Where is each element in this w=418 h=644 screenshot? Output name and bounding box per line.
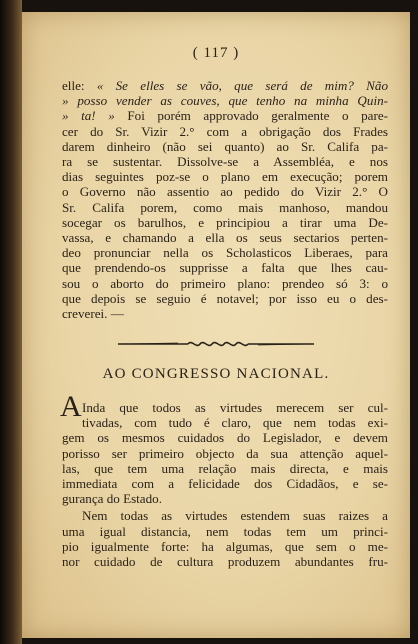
text-line — [62, 230, 388, 245]
section-heading: AO CONGRESSO NACIONAL. — [102, 366, 330, 382]
italic-quote: « Se elles se vão, que será de mim? Não — [96, 78, 388, 93]
text-line — [62, 260, 388, 275]
line-text: que prendendo-os supprisse a falta que lhes cau- — [62, 260, 388, 276]
text-line — [62, 169, 388, 184]
text-line — [62, 276, 388, 291]
text-line — [62, 108, 388, 123]
text-line: nor cuidado de cultura produzem abundantes fru- — [62, 554, 388, 569]
ornamental-divider — [118, 337, 314, 351]
page-number: ( 117 ) — [192, 45, 240, 61]
text-line — [62, 200, 388, 215]
text-line: gem os mesmos cuidados do Legislador, e devem — [62, 430, 388, 446]
text-line — [62, 139, 388, 154]
line-text: darem dinheiro (não sei quanto) ao Sr. Califa pa- — [62, 138, 388, 154]
text-line — [62, 78, 388, 93]
line-text: o Governo não assentio ao pedido do Vizir 2.° O — [62, 184, 388, 200]
line-text: elle: — [62, 78, 97, 93]
text-line — [62, 245, 388, 260]
drop-cap: A — [60, 390, 82, 423]
text-line: gurança do Estado. — [62, 491, 162, 507]
text-line — [62, 291, 388, 306]
italic-quote: » ta! » — [62, 108, 115, 124]
line-text: que depois se seguio é notavel; por isso eu o des- — [62, 290, 388, 306]
line-text: cer do Sr. Vizir 2.° com a obrigação dos Frades — [62, 123, 388, 139]
line-text: creverei. — — [62, 306, 124, 321]
text-line: tivadas, com tudo é claro, que nem todas exi- — [82, 415, 388, 431]
text-line: Nem todas as virtudes estendem suas raizes a — [82, 508, 388, 524]
book-gutter — [0, 0, 22, 644]
text-line: porisso ser primeiro objecto da sua attenção aquel- — [62, 445, 388, 461]
line-text: Sr. Califa porem, como mais manhoso, mandou — [62, 199, 388, 215]
text-line — [62, 124, 388, 139]
text-line: las, que tem uma relação mais directa, e mais — [62, 460, 388, 476]
text-line — [62, 306, 388, 321]
text-line — [62, 215, 388, 230]
line-text: socegar os barulhos, e principiou a tirar uma De- — [62, 214, 388, 230]
line-text: Foi porém approvado geralmente o pare- — [114, 108, 389, 124]
italic-quote: » posso vender as couves, que tenho na minha Quin- — [62, 93, 388, 109]
text-line — [62, 184, 388, 199]
text-line: pio igualmente forte: ha algumas, que sem o me- — [62, 538, 388, 554]
text-line — [62, 93, 388, 108]
text-line: uma igual distancia, nem todas tem um princi- — [62, 523, 388, 539]
text-line — [62, 154, 388, 169]
line-text: dias seguintes poz-se o plano em execução; porem — [62, 169, 388, 185]
line-text: ra se sustentar. Dissolve-se a Assembléa, e nos — [62, 154, 388, 169]
line-text: vassa, e chamando a ella os seus sectarios perten- — [62, 230, 388, 245]
line-text: sou o aborto do primeiro plano: prendeo só 3: o — [62, 275, 388, 291]
line-text: deo pronunciar nella os Scholasticos Liberaes, para — [62, 245, 388, 261]
text-line: immediata com a felicidade dos Cidadãos, e se- — [62, 476, 388, 491]
book-page — [22, 12, 410, 638]
text-line: Inda que todos as virtudes merecem ser cul- — [82, 400, 388, 415]
